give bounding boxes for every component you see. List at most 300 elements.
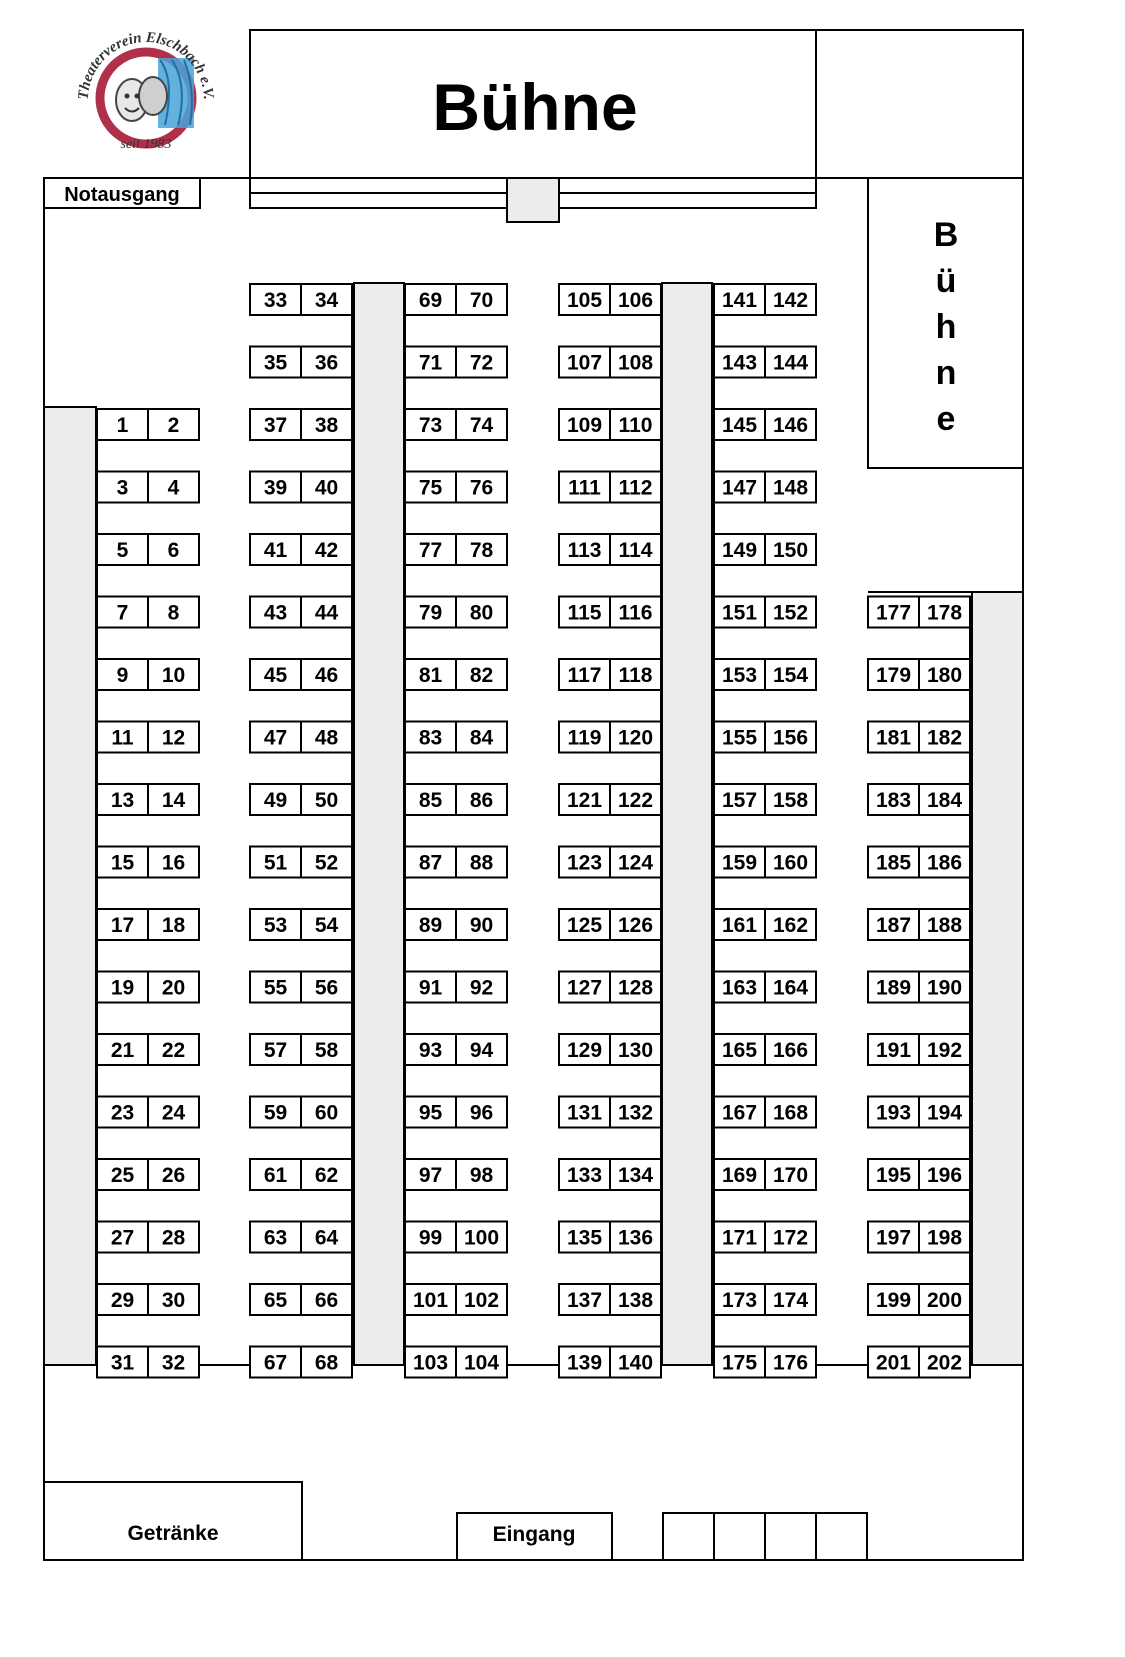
seat-183[interactable] — [868, 784, 919, 815]
seat-77[interactable] — [405, 534, 456, 565]
seat-163[interactable] — [714, 972, 765, 1003]
seat-number: 116 — [618, 601, 653, 625]
seat-177[interactable] — [868, 597, 919, 628]
seat-105[interactable] — [559, 284, 610, 315]
seat-number: 165 — [721, 1039, 758, 1062]
seat-22[interactable] — [148, 1034, 199, 1065]
seat-101[interactable] — [405, 1284, 456, 1315]
seat-124[interactable] — [610, 847, 661, 878]
seat-19[interactable] — [97, 972, 148, 1003]
seat-72[interactable] — [456, 347, 507, 378]
seat-195[interactable] — [868, 1159, 919, 1190]
seat-number: 179 — [875, 664, 912, 687]
seat-number: 191 — [875, 1039, 912, 1062]
seat-186[interactable] — [919, 847, 970, 878]
seat-85[interactable] — [405, 784, 456, 815]
seat-144[interactable] — [765, 347, 816, 378]
seat-179[interactable] — [868, 659, 919, 690]
seat-3[interactable] — [97, 472, 148, 503]
seat-number: 32 — [161, 1351, 186, 1375]
seat-162[interactable] — [765, 909, 816, 940]
seat-127[interactable] — [559, 972, 610, 1003]
seat-180[interactable] — [919, 659, 970, 690]
seat-26[interactable] — [148, 1159, 199, 1190]
seat-169[interactable] — [714, 1159, 765, 1190]
seat-36[interactable] — [301, 347, 352, 378]
seat-143[interactable] — [714, 347, 765, 378]
seat-194[interactable] — [919, 1097, 970, 1128]
seat-84[interactable] — [456, 722, 507, 753]
seat-number: 98 — [469, 1164, 494, 1187]
seat-32[interactable] — [148, 1347, 199, 1378]
seat-91[interactable] — [405, 972, 456, 1003]
seat-number: 147 — [721, 476, 758, 500]
seat-number: 141 — [721, 289, 758, 312]
seat-42[interactable] — [301, 534, 352, 565]
seat-63[interactable] — [250, 1222, 301, 1253]
seat-142[interactable] — [765, 284, 816, 315]
seat-118[interactable] — [610, 659, 661, 690]
seat-2[interactable] — [148, 409, 199, 440]
seat-198[interactable] — [919, 1222, 970, 1253]
seat-81[interactable] — [405, 659, 456, 690]
seat-76[interactable] — [456, 472, 507, 503]
seat-23[interactable] — [97, 1097, 148, 1128]
seat-number: 189 — [875, 976, 912, 1000]
seat-number: 13 — [110, 789, 135, 812]
seat-number: 4 — [167, 476, 180, 500]
seat-109[interactable] — [559, 409, 610, 440]
seat-99[interactable] — [405, 1222, 456, 1253]
seat-number: 117 — [567, 664, 602, 687]
seat-70[interactable] — [456, 284, 507, 315]
seat-175[interactable] — [714, 1347, 765, 1378]
seat-95[interactable] — [405, 1097, 456, 1128]
seat-number: 86 — [469, 789, 494, 812]
entrance-label: Eingang — [492, 1523, 576, 1546]
seat-104[interactable] — [456, 1347, 507, 1378]
seat-number: 133 — [566, 1164, 603, 1187]
seat-number: 92 — [469, 976, 494, 1000]
seat-number: 103 — [412, 1351, 449, 1375]
seat-number: 30 — [161, 1289, 186, 1312]
aisle-center-right — [662, 283, 712, 1365]
seat-56[interactable] — [301, 972, 352, 1003]
seat-166[interactable] — [765, 1034, 816, 1065]
seat-121[interactable] — [559, 784, 610, 815]
seat-number: 75 — [418, 476, 443, 500]
seat-number: 93 — [418, 1039, 443, 1062]
seat-38[interactable] — [301, 409, 352, 440]
seat-10[interactable] — [148, 659, 199, 690]
seat-119[interactable] — [559, 722, 610, 753]
seat-number: 124 — [617, 851, 654, 875]
seat-45[interactable] — [250, 659, 301, 690]
seat-187[interactable] — [868, 909, 919, 940]
seat-126[interactable] — [610, 909, 661, 940]
seat-53[interactable] — [250, 909, 301, 940]
seat-58[interactable] — [301, 1034, 352, 1065]
seat-117[interactable] — [559, 659, 610, 690]
seat-134[interactable] — [610, 1159, 661, 1190]
seat-number: 28 — [161, 1226, 186, 1250]
seat-number: 77 — [418, 539, 443, 562]
seat-138[interactable] — [610, 1284, 661, 1315]
seat-number: 19 — [110, 976, 135, 1000]
seat-18[interactable] — [148, 909, 199, 940]
seat-5[interactable] — [97, 534, 148, 565]
seat-number: 78 — [469, 539, 494, 562]
seat-40[interactable] — [301, 472, 352, 503]
seat-number: 173 — [721, 1289, 758, 1312]
seat-48[interactable] — [301, 722, 352, 753]
seat-108[interactable] — [610, 347, 661, 378]
seat-171[interactable] — [714, 1222, 765, 1253]
seat-number: 47 — [263, 726, 288, 750]
seat-number: 53 — [263, 914, 288, 937]
seat-number: 68 — [314, 1351, 339, 1375]
seat-number: 8 — [167, 601, 180, 625]
seat-number: 65 — [263, 1289, 288, 1312]
seat-number: 106 — [617, 289, 654, 312]
seat-185[interactable] — [868, 847, 919, 878]
seat-133[interactable] — [559, 1159, 610, 1190]
seat-158[interactable] — [765, 784, 816, 815]
seat-9[interactable] — [97, 659, 148, 690]
seat-98[interactable] — [456, 1159, 507, 1190]
seat-196[interactable] — [919, 1159, 970, 1190]
seat-16[interactable] — [148, 847, 199, 878]
seat-136[interactable] — [610, 1222, 661, 1253]
seat-number: 104 — [463, 1351, 500, 1375]
seat-number: 160 — [772, 851, 809, 875]
seat-128[interactable] — [610, 972, 661, 1003]
seat-86[interactable] — [456, 784, 507, 815]
seat-21[interactable] — [97, 1034, 148, 1065]
seat-30[interactable] — [148, 1284, 199, 1315]
seat-181[interactable] — [868, 722, 919, 753]
seat-173[interactable] — [714, 1284, 765, 1315]
seat-number: 95 — [418, 1101, 443, 1125]
seat-number: 199 — [875, 1289, 912, 1312]
seat-80[interactable] — [456, 597, 507, 628]
seat-33[interactable] — [250, 284, 301, 315]
seat-69[interactable] — [405, 284, 456, 315]
seat-number: 22 — [161, 1039, 186, 1062]
seat-87[interactable] — [405, 847, 456, 878]
seat-132[interactable] — [610, 1097, 661, 1128]
seat-199[interactable] — [868, 1284, 919, 1315]
seat-130[interactable] — [610, 1034, 661, 1065]
seat-137[interactable] — [559, 1284, 610, 1315]
seat-number: 175 — [721, 1351, 758, 1375]
seat-110[interactable] — [610, 409, 661, 440]
seat-94[interactable] — [456, 1034, 507, 1065]
seat-57[interactable] — [250, 1034, 301, 1065]
seat-11[interactable] — [97, 722, 148, 753]
seat-number: 11 — [111, 726, 134, 750]
seat-92[interactable] — [456, 972, 507, 1003]
seat-number: 159 — [721, 851, 758, 875]
seat-148[interactable] — [765, 472, 816, 503]
seat-156[interactable] — [765, 722, 816, 753]
seat-15[interactable] — [97, 847, 148, 878]
seat-number: 185 — [875, 851, 912, 875]
seat-47[interactable] — [250, 722, 301, 753]
seat-125[interactable] — [559, 909, 610, 940]
seat-number: 153 — [721, 664, 758, 687]
seat-number: 90 — [469, 914, 494, 937]
seat-97[interactable] — [405, 1159, 456, 1190]
seat-number: 45 — [263, 664, 288, 687]
seat-189[interactable] — [868, 972, 919, 1003]
seat-number: 80 — [469, 601, 494, 625]
seat-155[interactable] — [714, 722, 765, 753]
seat-8[interactable] — [148, 597, 199, 628]
seat-116[interactable] — [610, 597, 661, 628]
seat-number: 118 — [618, 664, 653, 687]
seat-number: 81 — [418, 664, 443, 687]
seat-64[interactable] — [301, 1222, 352, 1253]
seat-17[interactable] — [97, 909, 148, 940]
seat-120[interactable] — [610, 722, 661, 753]
seat-73[interactable] — [405, 409, 456, 440]
seat-number: 85 — [418, 789, 443, 812]
seat-157[interactable] — [714, 784, 765, 815]
seat-49[interactable] — [250, 784, 301, 815]
seat-51[interactable] — [250, 847, 301, 878]
seat-number: 101 — [412, 1289, 449, 1312]
seat-178[interactable] — [919, 597, 970, 628]
seat-165[interactable] — [714, 1034, 765, 1065]
seat-41[interactable] — [250, 534, 301, 565]
seat-29[interactable] — [97, 1284, 148, 1315]
seat-39[interactable] — [250, 472, 301, 503]
seat-number: 187 — [875, 914, 912, 937]
seat-82[interactable] — [456, 659, 507, 690]
seat-191[interactable] — [868, 1034, 919, 1065]
seat-65[interactable] — [250, 1284, 301, 1315]
seat-100[interactable] — [456, 1222, 507, 1253]
seat-160[interactable] — [765, 847, 816, 878]
seat-12[interactable] — [148, 722, 199, 753]
seat-number: 97 — [418, 1164, 443, 1187]
seat-147[interactable] — [714, 472, 765, 503]
seat-number: 5 — [116, 539, 129, 562]
seat-112[interactable] — [610, 472, 661, 503]
seat-75[interactable] — [405, 472, 456, 503]
seat-number: 26 — [161, 1164, 186, 1187]
seat-123[interactable] — [559, 847, 610, 878]
seat-167[interactable] — [714, 1097, 765, 1128]
seat-37[interactable] — [250, 409, 301, 440]
aisle-right — [972, 592, 1023, 1365]
drinks-area — [44, 1482, 302, 1560]
seat-number: 7 — [116, 601, 129, 625]
seat-193[interactable] — [868, 1097, 919, 1128]
seat-number: 34 — [314, 289, 339, 312]
seat-13[interactable] — [97, 784, 148, 815]
seat-107[interactable] — [559, 347, 610, 378]
seat-102[interactable] — [456, 1284, 507, 1315]
seat-174[interactable] — [765, 1284, 816, 1315]
seat-number: 123 — [566, 851, 603, 875]
seat-number: 131 — [566, 1101, 603, 1125]
seat-202[interactable] — [919, 1347, 970, 1378]
seat-96[interactable] — [456, 1097, 507, 1128]
seat-93[interactable] — [405, 1034, 456, 1065]
seat-161[interactable] — [714, 909, 765, 940]
seat-14[interactable] — [148, 784, 199, 815]
seat-188[interactable] — [919, 909, 970, 940]
seat-number: 100 — [463, 1226, 500, 1250]
seat-number: 188 — [926, 914, 963, 937]
seat-129[interactable] — [559, 1034, 610, 1065]
seat-34[interactable] — [301, 284, 352, 315]
seat-61[interactable] — [250, 1159, 301, 1190]
seat-111[interactable] — [559, 472, 610, 503]
seat-146[interactable] — [765, 409, 816, 440]
seat-number: 110 — [618, 414, 653, 437]
seat-number: 184 — [926, 789, 963, 812]
seat-number: 56 — [314, 976, 339, 1000]
seat-200[interactable] — [919, 1284, 970, 1315]
seat-1[interactable] — [97, 409, 148, 440]
seat-number: 163 — [721, 976, 758, 1000]
seat-150[interactable] — [765, 534, 816, 565]
seat-79[interactable] — [405, 597, 456, 628]
seat-131[interactable] — [559, 1097, 610, 1128]
seat-151[interactable] — [714, 597, 765, 628]
seat-28[interactable] — [148, 1222, 199, 1253]
seat-number: 132 — [617, 1101, 654, 1125]
seat-153[interactable] — [714, 659, 765, 690]
seat-176[interactable] — [765, 1347, 816, 1378]
seat-190[interactable] — [919, 972, 970, 1003]
seat-number: 16 — [161, 851, 186, 875]
seat-number: 121 — [566, 789, 603, 812]
seat-number: 181 — [875, 726, 912, 750]
seat-164[interactable] — [765, 972, 816, 1003]
seat-27[interactable] — [97, 1222, 148, 1253]
seat-number: 105 — [566, 289, 603, 312]
seat-141[interactable] — [714, 284, 765, 315]
seat-168[interactable] — [765, 1097, 816, 1128]
seat-154[interactable] — [765, 659, 816, 690]
seat-145[interactable] — [714, 409, 765, 440]
seat-25[interactable] — [97, 1159, 148, 1190]
seat-152[interactable] — [765, 597, 816, 628]
seat-number: 89 — [418, 914, 443, 937]
seat-115[interactable] — [559, 597, 610, 628]
seat-number: 14 — [161, 789, 186, 812]
seat-7[interactable] — [97, 597, 148, 628]
seat-159[interactable] — [714, 847, 765, 878]
seat-35[interactable] — [250, 347, 301, 378]
seat-66[interactable] — [301, 1284, 352, 1315]
seat-31[interactable] — [97, 1347, 148, 1378]
seat-67[interactable] — [250, 1347, 301, 1378]
seat-197[interactable] — [868, 1222, 919, 1253]
seat-44[interactable] — [301, 597, 352, 628]
seat-20[interactable] — [148, 972, 199, 1003]
seat-number: 145 — [721, 414, 758, 437]
seat-184[interactable] — [919, 784, 970, 815]
seat-59[interactable] — [250, 1097, 301, 1128]
seat-68[interactable] — [301, 1347, 352, 1378]
seat-4[interactable] — [148, 472, 199, 503]
seat-number: 174 — [772, 1289, 809, 1312]
seat-122[interactable] — [610, 784, 661, 815]
seat-number: 115 — [567, 601, 602, 625]
seat-149[interactable] — [714, 534, 765, 565]
seat-103[interactable] — [405, 1347, 456, 1378]
seat-62[interactable] — [301, 1159, 352, 1190]
seat-88[interactable] — [456, 847, 507, 878]
seat-number: 142 — [772, 289, 809, 312]
seat-number: 151 — [721, 601, 758, 625]
seat-90[interactable] — [456, 909, 507, 940]
seat-number: 48 — [314, 726, 339, 750]
seat-89[interactable] — [405, 909, 456, 940]
seat-113[interactable] — [559, 534, 610, 565]
seat-number: 67 — [263, 1351, 288, 1375]
seat-46[interactable] — [301, 659, 352, 690]
seat-number: 126 — [617, 914, 654, 937]
seat-83[interactable] — [405, 722, 456, 753]
seat-number: 99 — [418, 1226, 443, 1250]
booth-box — [765, 1513, 816, 1560]
logo-name-text: Theaterverein Elschbach e.V. — [75, 29, 217, 101]
seat-74[interactable] — [456, 409, 507, 440]
seat-number: 72 — [469, 351, 494, 375]
seat-number: 134 — [617, 1164, 654, 1187]
seat-number: 35 — [263, 351, 288, 375]
seat-number: 128 — [617, 976, 654, 1000]
seat-52[interactable] — [301, 847, 352, 878]
seat-135[interactable] — [559, 1222, 610, 1253]
seat-number: 120 — [617, 726, 654, 750]
seat-172[interactable] — [765, 1222, 816, 1253]
seat-number: 102 — [463, 1289, 500, 1312]
seat-number: 91 — [418, 976, 443, 1000]
seat-43[interactable] — [250, 597, 301, 628]
seat-106[interactable] — [610, 284, 661, 315]
seat-6[interactable] — [148, 534, 199, 565]
seat-54[interactable] — [301, 909, 352, 940]
seat-number: 166 — [772, 1039, 809, 1062]
seat-170[interactable] — [765, 1159, 816, 1190]
seat-139[interactable] — [559, 1347, 610, 1378]
seat-blocks — [97, 284, 970, 1378]
seat-number: 192 — [926, 1039, 963, 1062]
seat-number: 182 — [926, 726, 963, 750]
seat-number: 94 — [469, 1039, 494, 1062]
seat-182[interactable] — [919, 722, 970, 753]
seat-number: 190 — [926, 976, 963, 1000]
seat-114[interactable] — [610, 534, 661, 565]
seat-201[interactable] — [868, 1347, 919, 1378]
seat-50[interactable] — [301, 784, 352, 815]
seat-60[interactable] — [301, 1097, 352, 1128]
seat-24[interactable] — [148, 1097, 199, 1128]
seat-71[interactable] — [405, 347, 456, 378]
logo-since-text: seit 1983 — [120, 137, 172, 152]
seat-78[interactable] — [456, 534, 507, 565]
seat-192[interactable] — [919, 1034, 970, 1065]
seat-140[interactable] — [610, 1347, 661, 1378]
seat-55[interactable] — [250, 972, 301, 1003]
